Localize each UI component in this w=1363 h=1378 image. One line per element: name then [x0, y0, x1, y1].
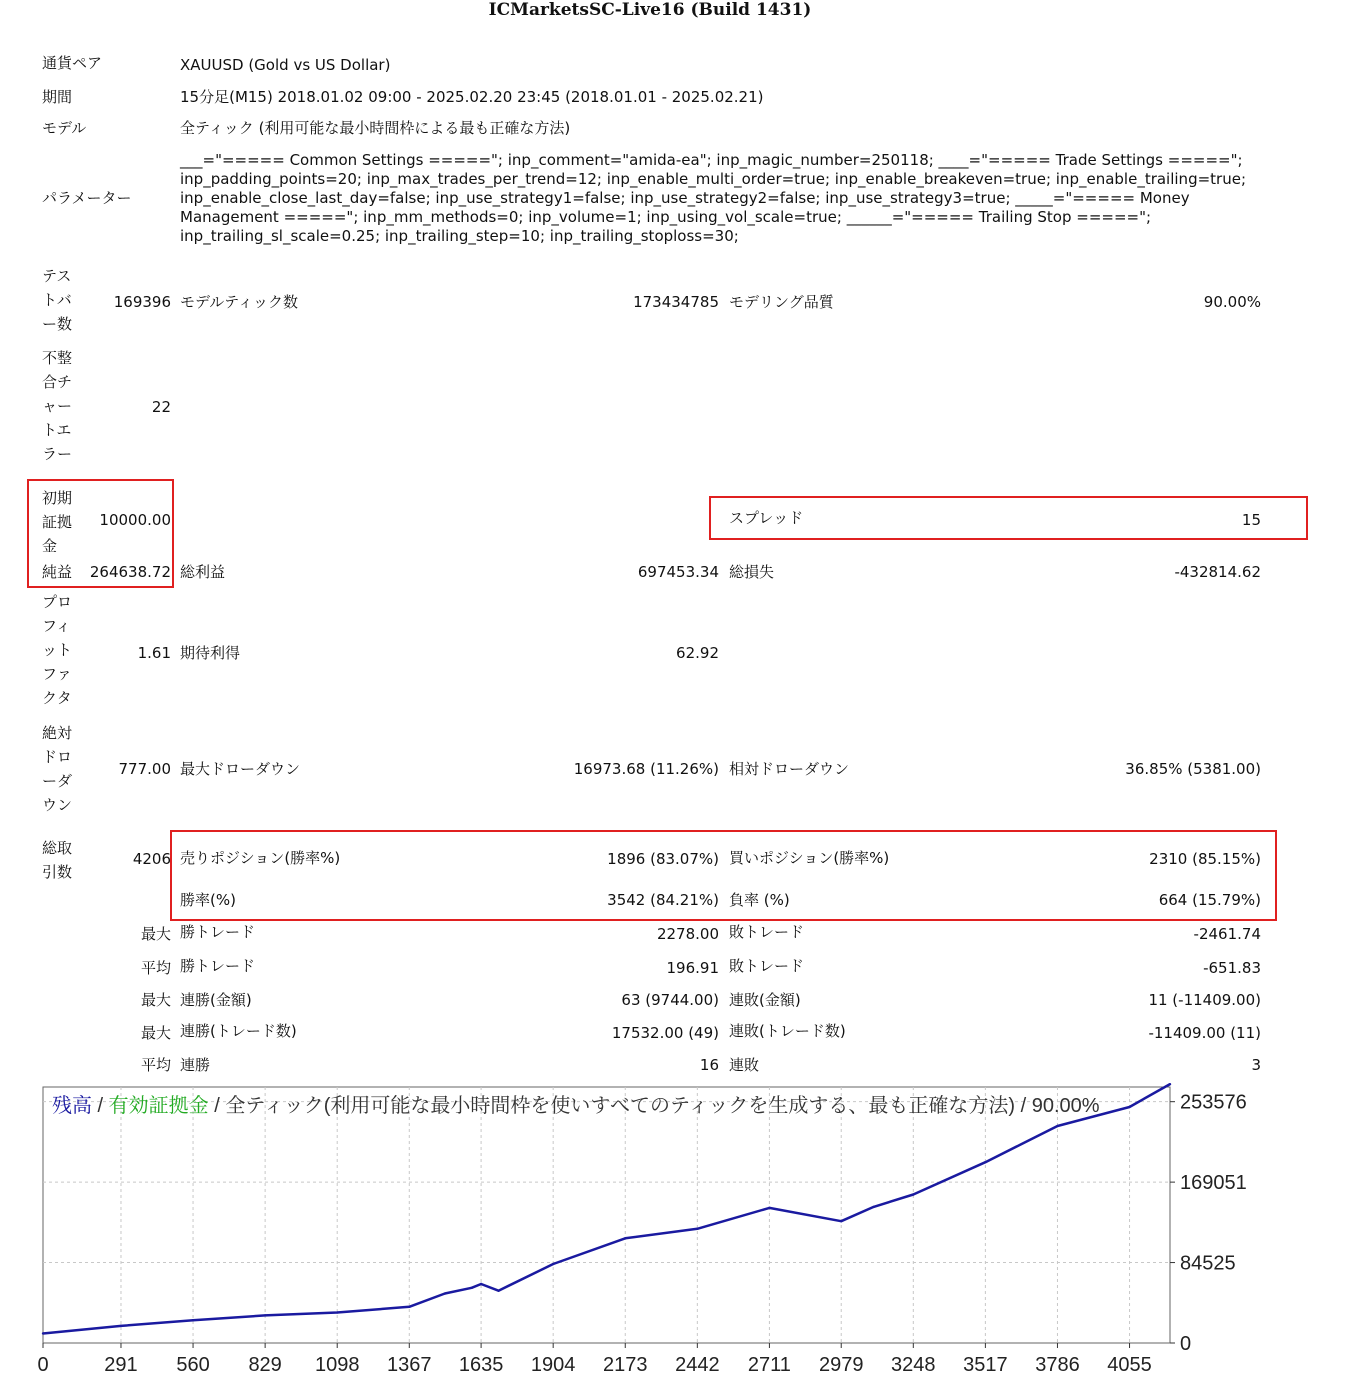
net-profit-label: 純益: [42, 563, 73, 581]
balance-point: [497, 1289, 499, 1291]
test-bars-label: テストバー数: [42, 267, 73, 333]
detail-label: 連勝: [180, 1056, 211, 1074]
modeling-quality-label: モデリング品質: [729, 293, 834, 311]
chart-legend: [52, 1094, 1100, 1117]
plot-frame: [43, 1087, 1170, 1343]
long-value: 2310 (85.15%): [1149, 850, 1261, 868]
gross-profit-value: 697453.34: [637, 563, 719, 581]
legend-equity: 有効証拠金: [108, 1095, 209, 1117]
x-tick-label: 829: [248, 1354, 282, 1376]
balance-point: [552, 1263, 554, 1265]
detail-value: 196.91: [666, 959, 719, 977]
balance-point: [624, 1237, 626, 1239]
rel-dd-label: 相対ドローダウン: [729, 760, 850, 778]
y-tick-label: 169051: [1180, 1172, 1247, 1195]
detail-label: 連敗: [729, 1056, 760, 1074]
balance-point: [696, 1228, 698, 1230]
x-tick-label: 0: [37, 1354, 49, 1376]
detail-label: 敗トレード: [729, 957, 805, 975]
detail-prefix: 平均: [140, 1056, 171, 1074]
x-tick-label: 2711: [747, 1354, 791, 1376]
model-value: 全ティック (利用可能な最小時間枠による最も正確な方法): [180, 119, 571, 137]
period-label: 期間: [42, 88, 73, 106]
detail-prefix: 平均: [140, 959, 171, 977]
y-tick-label: 84525: [1180, 1252, 1236, 1275]
x-tick-label: 4055: [1107, 1354, 1152, 1376]
legend-balance: 残高: [52, 1095, 92, 1117]
balance-point: [408, 1306, 410, 1308]
highlight-box-spread: [709, 496, 1308, 540]
x-tick-label: 1098: [314, 1354, 360, 1376]
balance-point: [840, 1220, 842, 1222]
initial-deposit-label: 初期証拠金: [42, 489, 73, 555]
detail-value: -2461.74: [1193, 925, 1261, 943]
balance-point: [120, 1325, 122, 1327]
profit-factor-label: プロフィットファクタ: [42, 593, 73, 707]
highlight-box-deposit: [27, 479, 174, 588]
detail-label: 連勝(トレード数): [180, 1022, 297, 1040]
x-tick-label: 1367: [387, 1354, 432, 1376]
x-tick-label: 560: [176, 1354, 210, 1376]
net-profit-value: 264638.72: [89, 563, 171, 581]
y-tick-label: 0: [1180, 1333, 1192, 1355]
short-label: 売りポジション(勝率%): [180, 849, 341, 867]
mismatch-value: 22: [151, 398, 171, 416]
short-value: 1896 (83.07%): [607, 850, 719, 868]
gross-loss-value: -432814.62: [1174, 563, 1261, 581]
x-tick-labels: [37, 1343, 1151, 1376]
params-label: パラメーター: [42, 189, 132, 207]
detail-prefix: 最大: [140, 925, 171, 943]
gross-profit-label: 総利益: [180, 563, 226, 581]
initial-deposit-value: 10000.00: [99, 511, 171, 529]
expected-payoff-value: 62.92: [676, 644, 719, 662]
legend-sep: /: [92, 1095, 109, 1117]
model-ticks-label: モデルティック数: [180, 293, 299, 311]
legend-rest: / 全ティック(利用可能な最小時間枠を使いすべてのティックを生成する、最も正確な方法) / 90.00%: [208, 1095, 1100, 1117]
period-value: 15分足(M15) 2018.01.02 09:00 - 2025.02.20 23:45 (2018.01.01 - 2025.02.21): [180, 88, 764, 106]
balance-point: [984, 1161, 986, 1163]
model-label: モデル: [42, 119, 87, 137]
params-value: ___="===== Common Settings ====="; inp_comment="amida-ea"; inp_magic_number=250118; ____="===== Trade Settings ====="; inp_padding_points=20; inp_max_trades_per_trend=12; inp_enable_multi_order=true; inp_enable_breakeven=true; inp_enable_trailing=true; inp_enable_close_last_day=false; inp_use_strategy1=false; inp_use_strategy2=false; inp_use_strategy3=true; _____="===== Money Management ====="; inp_mm_methods=0; inp_volume=1; inp_using_vol_scale=true; ______="===== Trailing Stop ====="; inp_trailing_sl_scale=0.25; inp_trailing_step=10; inp_trailing_stoploss=30;: [180, 151, 1246, 245]
detail-label: 勝トレード: [180, 957, 256, 975]
loss-rate-label: 負率 (%): [729, 891, 790, 909]
balance-point: [1128, 1106, 1130, 1108]
mismatch-label: 不整合チャートエラー: [42, 349, 73, 463]
max-dd-label: 最大ドローダウン: [180, 760, 301, 778]
balance-point: [192, 1319, 194, 1321]
highlight-box-positions: [170, 830, 1277, 921]
long-label: 買いポジション(勝率%): [729, 849, 890, 867]
balance-point: [480, 1283, 482, 1285]
detail-value: 2278.00: [656, 925, 719, 943]
max-dd-value: 16973.68 (11.26%): [573, 760, 719, 778]
detail-value: -11409.00 (11): [1148, 1024, 1261, 1042]
profit-factor-value: 1.61: [137, 644, 171, 662]
detail-value: 11 (-11409.00): [1148, 991, 1261, 1009]
detail-value: 63 (9744.00): [621, 991, 719, 1009]
x-tick-label: 291: [104, 1354, 138, 1376]
x-tick-label: 3517: [963, 1354, 1008, 1376]
win-rate-value: 3542 (84.21%): [607, 891, 719, 909]
spread-value: 15: [1241, 511, 1261, 529]
y-tick-label: 253576: [1180, 1091, 1247, 1114]
spread-label: スプレッド: [729, 509, 804, 527]
total-trades-value: 4206: [132, 850, 171, 868]
balance-chart: [0, 1078, 1363, 1378]
rel-dd-value: 36.85% (5381.00): [1125, 760, 1261, 778]
gross-loss-label: 総損失: [729, 563, 775, 581]
detail-label: 勝トレード: [180, 923, 256, 941]
balance-point: [264, 1314, 266, 1316]
detail-label: 連勝(金額): [180, 991, 252, 1009]
abs-dd-value: 777.00: [118, 760, 171, 778]
detail-value: 3: [1251, 1056, 1261, 1074]
balance-point: [444, 1292, 446, 1294]
test-bars-value: 169396: [113, 293, 171, 311]
detail-value: 16: [699, 1056, 719, 1074]
balance-point: [42, 1332, 44, 1334]
detail-value: 17532.00 (49): [611, 1024, 719, 1042]
balance-point: [1169, 1083, 1171, 1085]
balance-point: [1056, 1125, 1058, 1127]
x-tick-label: 3786: [1035, 1354, 1080, 1376]
report-title: ICMarketsSC-Live16 (Build 1431): [488, 0, 812, 20]
detail-label: 敗トレード: [729, 923, 805, 941]
x-tick-label: 2979: [818, 1354, 864, 1376]
detail-label: 連敗(金額): [729, 991, 801, 1009]
modeling-quality-value: 90.00%: [1203, 293, 1261, 311]
x-tick-label: 1904: [530, 1354, 576, 1376]
pair-value: XAUUSD (Gold vs US Dollar): [180, 56, 391, 74]
detail-prefix: 最大: [140, 991, 171, 1009]
pair-label: 通貨ペア: [42, 54, 103, 72]
x-tick-label: 2173: [603, 1354, 648, 1376]
y-tick-labels: [1170, 1092, 1247, 1355]
abs-dd-label: 絶対ドローダウン: [42, 724, 73, 814]
balance-point: [336, 1311, 338, 1313]
balance-point: [912, 1193, 914, 1195]
loss-rate-value: 664 (15.79%): [1158, 891, 1261, 909]
x-tick-label: 3248: [891, 1354, 936, 1376]
win-rate-label: 勝率(%): [180, 891, 236, 909]
expected-payoff-label: 期待利得: [180, 644, 241, 662]
balance-point: [471, 1287, 473, 1289]
balance-point: [872, 1206, 874, 1208]
model-ticks-value: 173434785: [633, 293, 719, 311]
detail-label: 連敗(トレード数): [729, 1022, 846, 1040]
detail-value: -651.83: [1203, 959, 1261, 977]
balance-point: [768, 1207, 770, 1209]
total-trades-label: 総取引数: [42, 839, 73, 881]
detail-prefix: 最大: [140, 1024, 171, 1042]
x-tick-label: 1635: [458, 1354, 504, 1376]
x-tick-label: 2442: [675, 1354, 720, 1376]
